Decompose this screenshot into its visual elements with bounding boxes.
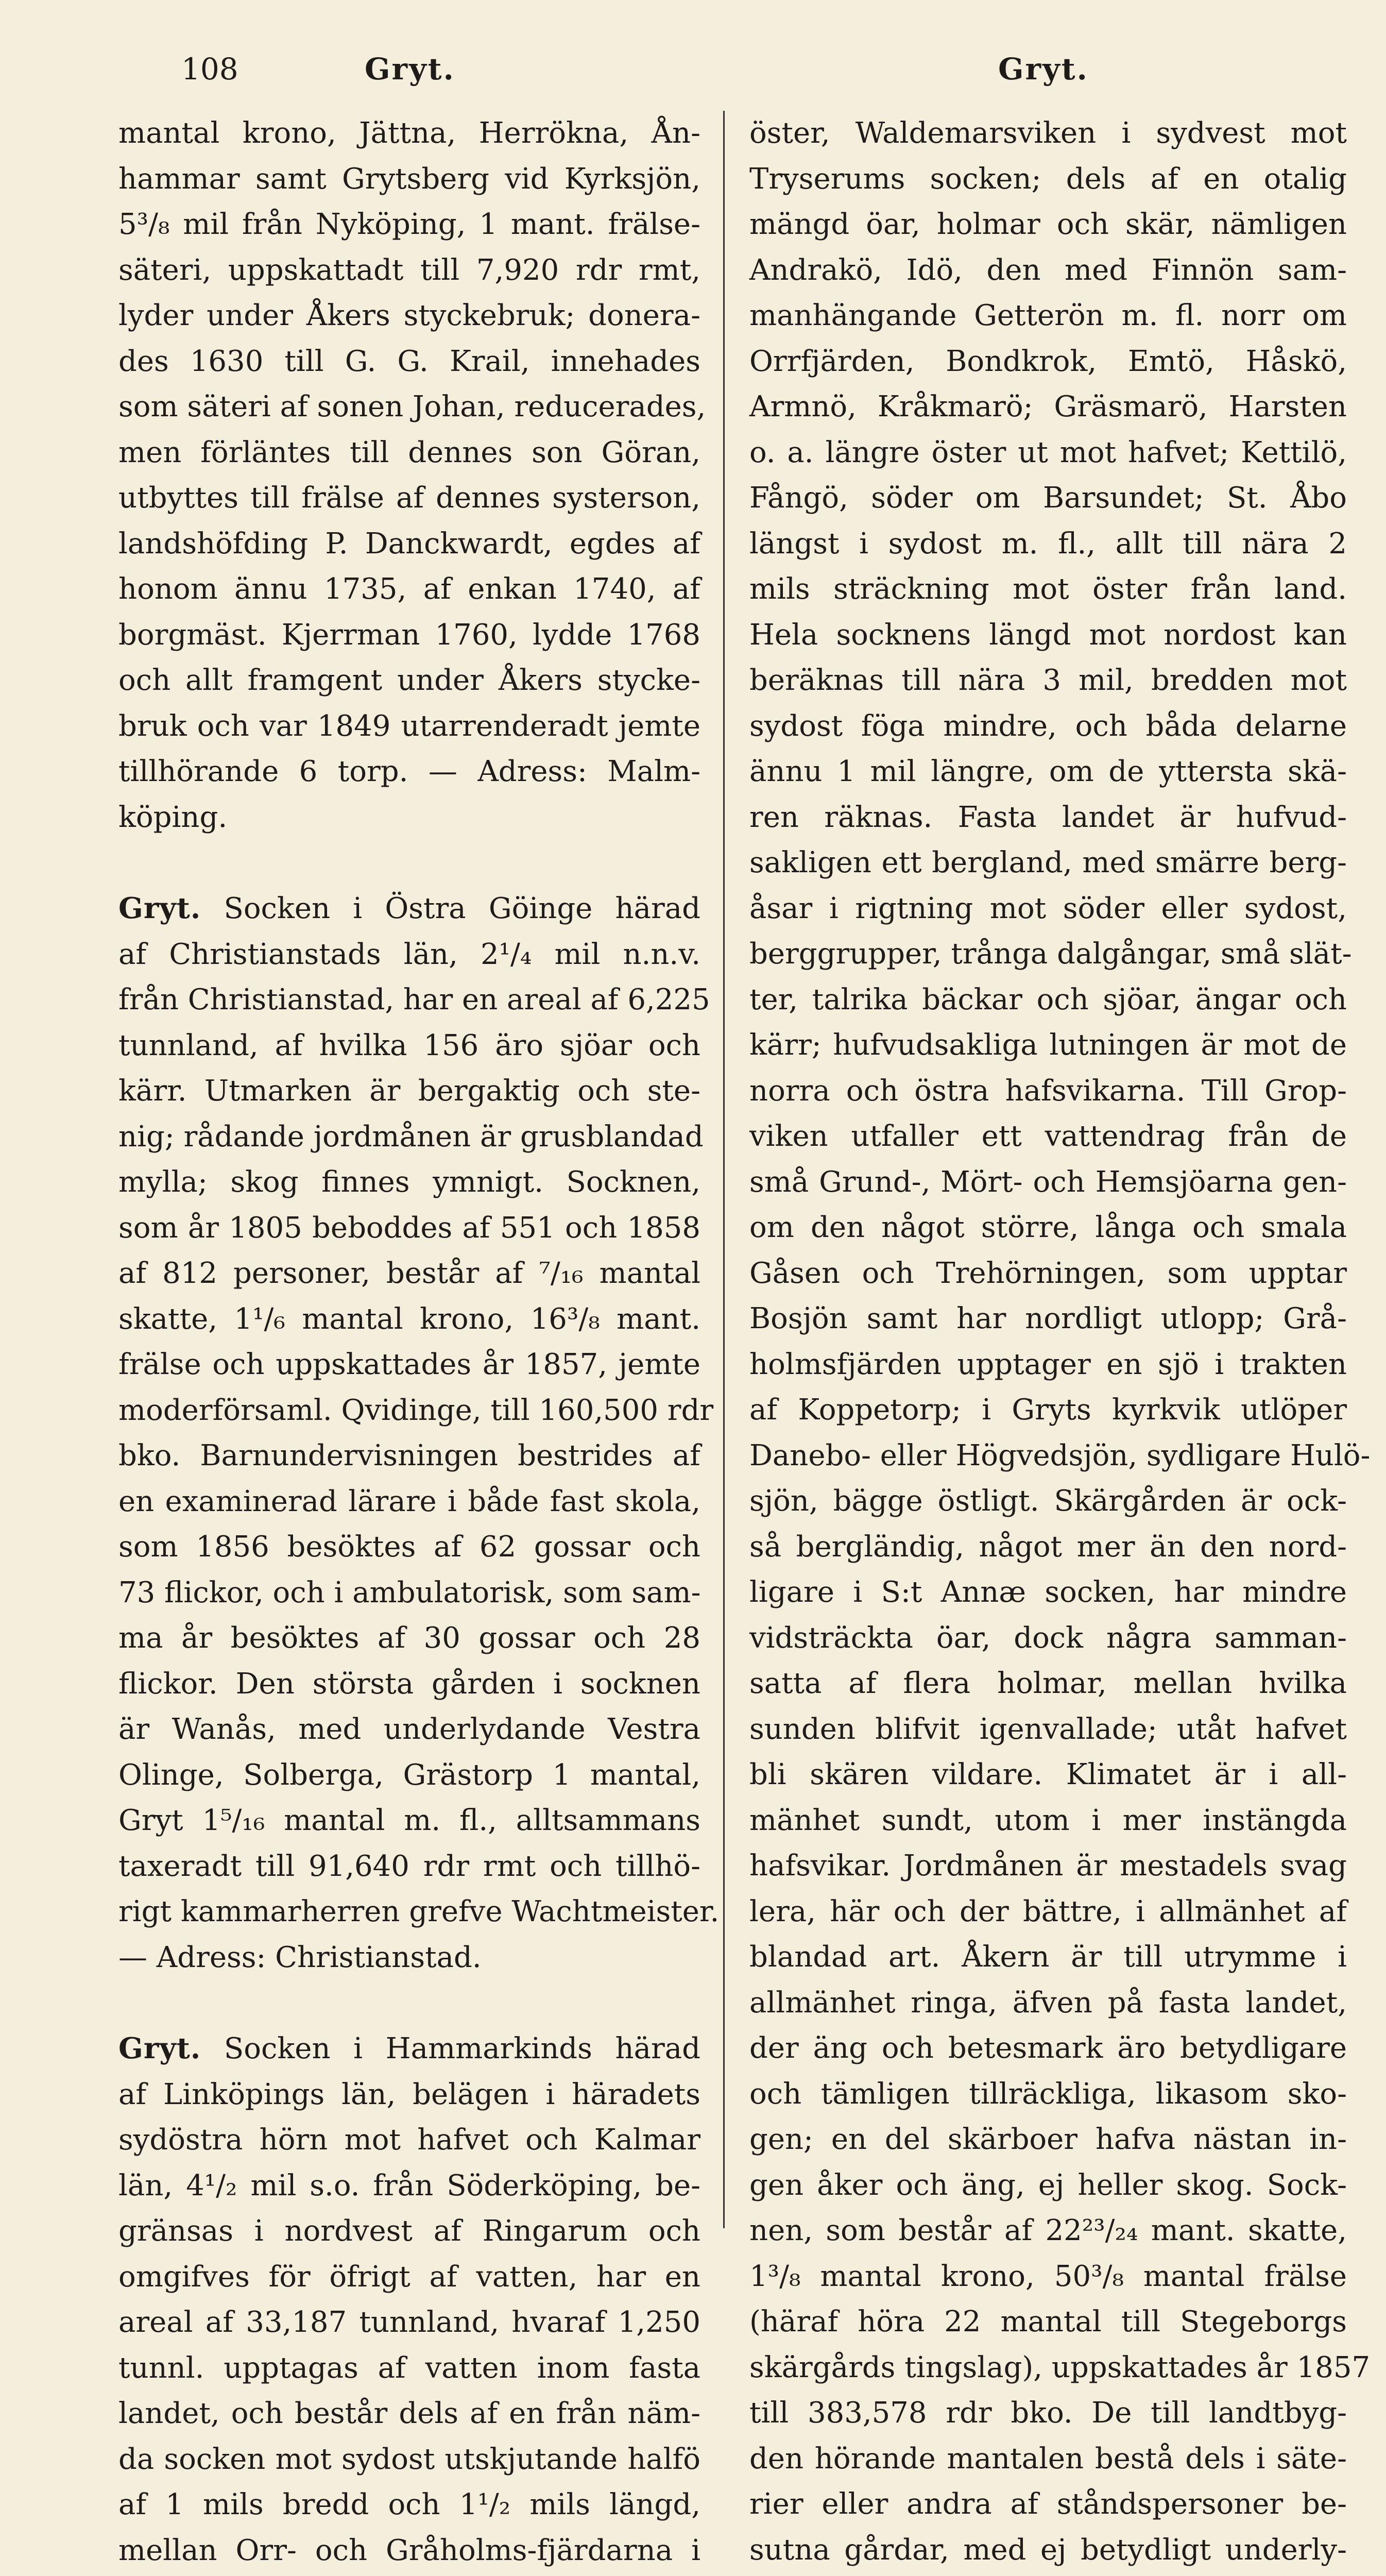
text-line <box>749 339 1347 385</box>
line-text: ligare i S:t Annæ socken, har mindre <box>749 1575 1347 1609</box>
text-line <box>749 1387 1347 1433</box>
line-text: säteri, uppskattadt till 7,920 rdr rmt, <box>118 253 700 287</box>
text-line <box>749 749 1347 795</box>
text-line <box>118 1570 700 1616</box>
text-line <box>749 2528 1347 2573</box>
line-text: Bosjön samt har nordligt utlopp; Grå- <box>749 1302 1347 1335</box>
text-line <box>118 2300 700 2346</box>
text-line <box>749 1707 1347 1753</box>
line-text: af Christianstads län, 2¹/₄ mil n.n.v. <box>118 937 700 971</box>
line-text: nig; rådande jordmånen är grusblandad <box>118 1120 704 1154</box>
text-line <box>118 293 700 339</box>
running-head-right: Gryt. <box>998 52 1089 87</box>
text-line <box>118 749 700 795</box>
text-line <box>749 886 1347 932</box>
text-line <box>118 1889 720 1935</box>
text-line <box>749 2208 1347 2254</box>
line-text: Hela socknens längd mot nordost kan <box>749 618 1347 652</box>
line-text: så bergländig, något mer än den nord- <box>749 1530 1347 1564</box>
text-line <box>118 1798 700 1844</box>
line-text: berggrupper, trånga dalgångar, små slät- <box>749 937 1352 971</box>
line-text: från Christianstad, har en areal af 6,225 <box>118 983 710 1016</box>
text-line <box>118 1844 700 1890</box>
line-text: Orrfjärden, Bondkrok, Emtö, Håskö, <box>749 344 1347 378</box>
line-text: ter, talrika bäckar och sjöar, ängar och <box>749 982 1347 1016</box>
line-text: sakligen ett bergland, med smärre berg- <box>749 846 1347 879</box>
text-line <box>749 795 1347 841</box>
text-line <box>749 293 1347 339</box>
line-text: åsar i rigtning mot söder eller sydost, <box>749 891 1347 925</box>
text-line <box>749 2573 1347 2576</box>
line-text: satta af flera holmar, mellan hvilka <box>749 1667 1347 1700</box>
line-text: flickor. Den största gården i socknen <box>118 1667 700 1701</box>
text-line <box>749 1843 1347 1889</box>
line-text: skatte, 1¹/₆ mantal krono, 16³/₈ mant. <box>118 1302 700 1336</box>
text-line <box>749 1069 1347 1114</box>
line-text: (häraf höra 22 mantal till Stegeborgs <box>749 2305 1347 2338</box>
line-text: nen, som består af 22²³/₂₄ mant. skatte, <box>749 2214 1347 2247</box>
text-line <box>118 613 700 658</box>
line-text: frälse och uppskattades år 1857, jemte <box>118 1348 700 1381</box>
text-line <box>749 202 1347 248</box>
running-head-left: Gryt. <box>365 52 455 87</box>
line-text: norra och östra hafsvikarna. Till Grop- <box>749 1074 1347 1108</box>
line-text: är Wanås, med underlydande Vestra <box>118 1713 700 1746</box>
line-text: sydöstra hörn mot hafvet och Kalmar <box>118 2123 700 2157</box>
text-line <box>118 2117 700 2163</box>
text-line <box>118 1023 700 1069</box>
text-line <box>749 840 1347 886</box>
line-text: omgifves för öfrigt af vatten, har en <box>118 2260 700 2294</box>
text-line <box>749 1296 1347 1342</box>
text-line <box>118 1206 700 1251</box>
right-column <box>749 111 1371 2567</box>
line-text: 1³/₈ mantal krono, 50³/₈ mantal frälse <box>749 2259 1347 2293</box>
text-line <box>749 521 1347 567</box>
line-text: köping. <box>118 800 228 834</box>
line-text: gen åker och äng, ej heller skog. Sock- <box>749 2168 1347 2202</box>
text-line <box>118 658 700 704</box>
line-text: af Linköpings län, belägen i häradets <box>118 2077 700 2111</box>
text-line <box>118 2482 700 2528</box>
text-line <box>118 2437 700 2483</box>
line-text: borgmäst. Kjerrman 1760, lydde 1768 <box>118 618 700 652</box>
line-text: 5³/₈ mil från Nyköping, 1 mant. frälse- <box>118 208 700 241</box>
text-line <box>749 2391 1347 2436</box>
line-text: ren räknas. Fasta landet är hufvud- <box>749 800 1347 834</box>
text-line <box>749 1524 1347 1570</box>
left-column <box>118 111 720 2567</box>
column-divider <box>723 111 725 2228</box>
text-line <box>749 1798 1347 1844</box>
line-text: vidsträckta öar, dock några samman- <box>749 1621 1347 1655</box>
text-line <box>749 1935 1347 1980</box>
line-text: moderförsaml. Qvidinge, till 160,500 rdr <box>118 1393 714 1427</box>
text-line <box>118 1069 700 1114</box>
text-line <box>749 1433 1371 1479</box>
line-text: längst i sydost m. fl., allt till nära 2 <box>749 527 1347 561</box>
line-text: beräknas till nära 3 mil, bredden mot <box>749 664 1347 697</box>
text-line <box>118 1251 700 1297</box>
text-line <box>118 1388 714 1434</box>
line-text: kärr. Utmarken är bergaktig och ste- <box>118 1074 700 1108</box>
line-text: lera, här och der bättre, i allmänhet af <box>749 1894 1347 1928</box>
text-line <box>118 1479 700 1525</box>
line-text: sjön, bägge östligt. Skärgården är ock- <box>749 1484 1347 1518</box>
text-line <box>749 613 1347 658</box>
line-text: Gåsen och Trehörningen, som upptar <box>749 1256 1347 1290</box>
text-line <box>118 2026 700 2072</box>
text-line <box>749 1479 1347 1524</box>
text-line <box>118 248 700 294</box>
line-text: och allt framgent under Åkers stycke- <box>118 664 700 697</box>
line-text: Socken i Hammarkinds härad <box>224 2032 700 2065</box>
line-text: lyder under Åkers styckebruk; donera- <box>118 299 700 332</box>
line-text: Socken i Östra Göinge härad <box>224 892 700 925</box>
text-line <box>118 2573 700 2576</box>
text-line <box>749 2072 1347 2117</box>
text-line <box>118 2391 700 2437</box>
line-text: kärr; hufvudsakliga lutningen är mot de <box>749 1028 1347 1062</box>
continuation-paragraph <box>118 111 706 840</box>
text-line <box>749 2117 1347 2163</box>
text-line <box>118 111 700 157</box>
text-line <box>749 2299 1347 2345</box>
text-line <box>118 2163 700 2209</box>
text-line <box>118 2528 700 2574</box>
line-text: Gryt 1⁵/₁₆ mantal m. fl., alltsammans <box>118 1804 700 1837</box>
text-line <box>118 2209 700 2255</box>
line-text: Danebo- eller Högvedsjön, sydligare Hulö- <box>749 1438 1371 1472</box>
page-header <box>0 52 1386 98</box>
text-line <box>118 932 700 978</box>
line-text: — Adress: Christianstad. <box>118 1940 482 1974</box>
line-text: Andrakö, Idö, den med Finnön sam- <box>749 253 1347 287</box>
text-line <box>118 1662 700 1707</box>
text-line <box>749 248 1347 294</box>
text-line <box>749 1661 1347 1707</box>
text-line <box>749 931 1352 977</box>
line-text: mänhet sundt, utom i mer instängda <box>749 1803 1347 1837</box>
line-text: och tämligen tillräckliga, likasom sko- <box>749 2077 1347 2111</box>
line-text: ännu 1 mil längre, om de yttersta skä- <box>749 755 1347 788</box>
line-text: landshöfding P. Danckwardt, egdes af <box>118 527 700 561</box>
line-text: manhängande Getterön m. fl. norr om <box>749 299 1347 332</box>
text-line <box>749 1752 1347 1798</box>
text-line <box>118 886 700 932</box>
text-line <box>118 521 700 567</box>
line-text: hammar samt Grytsberg vid Kyrksjön, <box>118 162 700 196</box>
line-text: landet, och består dels af en från näm- <box>118 2397 700 2430</box>
line-text: taxeradt till 91,640 rdr rmt och tillhö- <box>118 1849 700 1883</box>
entry-gryt-hammarkind <box>118 2026 700 2576</box>
line-text: gen; en del skärboer hafva nästan in- <box>749 2123 1347 2156</box>
text-line <box>749 1889 1347 1935</box>
text-line <box>749 1980 1347 2026</box>
line-text: der äng och betesmark äro betydligare <box>749 2031 1347 2065</box>
line-text: skärgårds tingslag), uppskattades år 1857 <box>749 2350 1371 2384</box>
text-line <box>749 111 1347 157</box>
line-text: men förläntes till dennes son Göran, <box>118 435 700 469</box>
text-line <box>118 1753 700 1799</box>
line-text: viken utfaller ett vattendrag från de <box>749 1120 1347 1153</box>
line-text: af 1 mils bredd och 1¹/₂ mils längd, <box>118 2488 700 2521</box>
line-text: rier eller andra af ståndspersoner be- <box>749 2487 1347 2521</box>
text-line <box>749 2482 1347 2528</box>
line-text: mantal krono, Jättna, Herrökna, Ån- <box>118 116 700 150</box>
line-text: som år 1805 beboddes af 551 och 1858 <box>118 1211 700 1245</box>
line-text: Olinge, Solberga, Grästorp 1 mantal, <box>118 1758 700 1792</box>
line-text: bko. Barnundervisningen bestrides af <box>118 1439 700 1472</box>
line-text: bli skären vildare. Klimatet är i all- <box>749 1758 1347 1791</box>
text-line <box>118 476 700 521</box>
entry-gryt-goinge <box>118 886 720 1980</box>
text-line <box>749 2026 1347 2072</box>
text-line <box>749 704 1347 750</box>
text-line <box>118 339 700 385</box>
text-line <box>118 2072 700 2118</box>
line-text: Tryserums socken; dels af en otalig <box>749 162 1347 196</box>
line-text: Armnö, Kråkmarö; Gräsmarö, Harsten <box>749 390 1347 423</box>
line-text: af Koppetorp; i Gryts kyrkvik utlöper <box>749 1393 1347 1427</box>
text-line <box>118 1114 704 1160</box>
line-text: till 383,578 rdr bko. De till landtbyg- <box>749 2396 1347 2430</box>
text-line <box>118 1707 700 1753</box>
text-line <box>749 2345 1371 2391</box>
text-line <box>118 567 700 613</box>
line-text: gränsas i nordvest af Ringarum och <box>118 2214 700 2248</box>
line-text: sunden blifvit igenvallade; utåt hafvet <box>749 1712 1347 1746</box>
text-line <box>749 1616 1347 1662</box>
line-text: tillhörande 6 torp. — Adress: Malm- <box>118 755 700 788</box>
text-line <box>749 658 1347 704</box>
line-text: tunnl. upptagas af vatten inom fasta <box>118 2351 700 2385</box>
text-line <box>749 977 1347 1023</box>
text-line <box>118 977 710 1023</box>
line-text: den hörande mantalen bestå dels i säte- <box>749 2442 1347 2476</box>
text-line <box>118 1935 700 1981</box>
line-text: 73 flickor, och i ambulatorisk, som sam- <box>118 1575 701 1609</box>
text-line <box>749 567 1347 613</box>
line-text: utbyttes till frälse af dennes systerson, <box>118 481 700 515</box>
line-text: allmänhet ringa, äfven på fasta landet, <box>749 1986 1347 2020</box>
text-line <box>749 476 1347 521</box>
text-line <box>749 430 1347 476</box>
text-line <box>118 1160 700 1206</box>
line-text: rigt kammarherren grefve Wachtmeister. <box>118 1895 720 1928</box>
line-text: o. a. längre öster ut mot hafvet; Kettilö, <box>749 435 1347 469</box>
right-column-text <box>749 111 1371 2576</box>
line-text: mylla; skog finnes ymnigt. Socknen, <box>118 1165 700 1199</box>
line-text: af 812 personer, består af ⁷/₁₆ mantal <box>118 1257 700 1290</box>
text-line <box>749 157 1347 202</box>
line-text: honom ännu 1735, af enkan 1740, af <box>118 572 700 606</box>
line-text: ma år besöktes af 30 gossar och 28 <box>118 1621 700 1655</box>
text-line <box>118 2255 700 2300</box>
line-text: öster, Waldemarsviken i sydvest mot <box>749 116 1347 150</box>
text-line <box>118 157 700 202</box>
text-line <box>749 2436 1347 2482</box>
text-line <box>749 2163 1347 2209</box>
line-text: holmsfjärden upptager en sjö i trakten <box>749 1347 1347 1381</box>
text-line <box>118 1433 700 1479</box>
line-text: hafsvikar. Jordmånen är mestadels svag <box>749 1849 1347 1883</box>
line-text: sutna gårdar, med ej betydligt underly- <box>749 2533 1347 2567</box>
text-line <box>749 1160 1347 1206</box>
text-line <box>749 1023 1347 1069</box>
line-text: des 1630 till G. G. Krail, innehades <box>118 344 700 378</box>
text-line <box>118 704 700 750</box>
line-text: små Grund-, Mört- och Hemsjöarna gen- <box>749 1165 1347 1199</box>
line-text: om den något större, långa och smala <box>749 1211 1347 1244</box>
line-text: en examinerad lärare i både fast skola, <box>118 1484 700 1518</box>
text-line <box>749 1205 1347 1251</box>
text-line <box>749 2254 1347 2300</box>
line-text: blandad art. Åkern är till utrymme i <box>749 1940 1347 1974</box>
entry-headword: Gryt. <box>118 2031 201 2065</box>
line-text: Fångö, söder om Barsundet; St. Åbo <box>749 481 1347 515</box>
text-line <box>118 430 700 476</box>
text-line <box>118 1342 700 1388</box>
text-line <box>749 1342 1347 1388</box>
page-number: 108 <box>181 52 238 87</box>
text-line <box>118 202 700 248</box>
text-line <box>118 384 706 430</box>
text-line <box>118 1616 700 1662</box>
line-text: mellan Orr- och Gråholms-fjärdarna i <box>118 2533 700 2567</box>
line-text: län, 4¹/₂ mil s.o. från Söderköping, be- <box>118 2168 700 2202</box>
text-line <box>118 2346 700 2392</box>
text-line <box>118 795 700 841</box>
line-text: som 1856 besöktes af 62 gossar och <box>118 1530 700 1564</box>
text-line <box>749 1570 1347 1616</box>
line-text: bruk och var 1849 utarrenderadt jemte <box>118 709 700 743</box>
text-line <box>118 1524 700 1570</box>
text-line <box>749 1251 1347 1297</box>
text-line <box>749 384 1347 430</box>
line-text: som säteri af sonen Johan, reducerades, <box>118 390 706 423</box>
entry-headword: Gryt. <box>118 891 201 925</box>
text-line <box>749 1114 1347 1160</box>
line-text: mils sträckning mot öster från land. <box>749 572 1347 606</box>
line-text: mängd öar, holmar och skär, nämligen <box>749 208 1347 241</box>
text-line <box>118 1297 700 1343</box>
line-text: sydost föga mindre, och båda delarne <box>749 709 1347 743</box>
line-text: da socken mot sydost utskjutande halfö <box>118 2442 700 2476</box>
line-text: tunnland, af hvilka 156 äro sjöar och <box>118 1028 700 1062</box>
line-text: areal af 33,187 tunnland, hvaraf 1,250 <box>118 2306 700 2339</box>
